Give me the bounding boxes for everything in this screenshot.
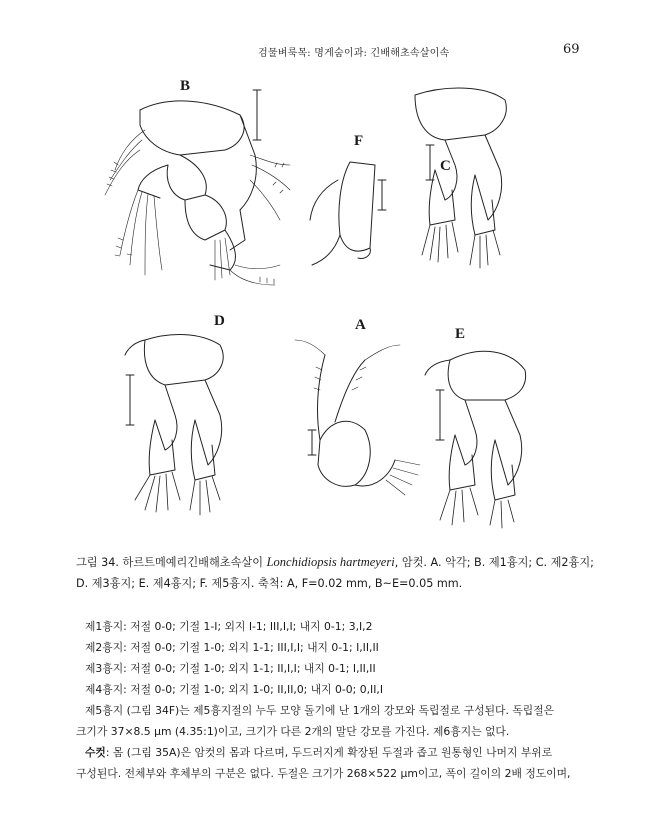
panel-label-c: C [440,158,451,174]
caption-species: Lonchidiopsis hartmeyeri [266,555,395,569]
male-paragraph-line-2: 구성된다. 전체부와 후체부의 구분은 없다. 두절은 크기가 268×522 μm이고, 폭이 길이의 2배 정도이며, [76,767,571,780]
panel-label-e: E [455,326,466,342]
drawing-panel-b [105,90,290,285]
p5-paragraph-line-1: 제5흉지 (그림 34F)는 제5흉지절의 누두 모양 돌기에 난 1개의 강모와 독립절로 구성된다. 독립절은 [85,704,555,717]
drawing-panel-a [295,340,420,495]
panel-label-f: F [354,133,364,149]
drawing-panel-e [425,351,526,528]
specimen-drawings [90,70,570,540]
panel-label-d: D [214,313,225,329]
page-number: 69 [563,42,580,57]
caption-prefix: 그림 34. 하르트메예리긴배해초속살이 [76,556,267,569]
leg-formula-2: 제2흉지: 저절 0-0; 기절 1-0; 외지 1-1; III,I,I; 내지 0-1; I,II,II [85,641,379,654]
figure-caption [76,552,594,594]
male-paragraph-line-1 [76,742,576,763]
leg-formula-1: 제1흉지: 저절 0-0; 기절 1-I; 외지 I-1; III,I,I; 내지 0-1; 3,I,2 [85,620,373,633]
panel-label-b: B [180,78,191,94]
running-header [0,44,652,60]
panel-label-a: A [355,317,366,333]
running-title: 검물벼룩목: 명게숨이과: 긴배해초속살이속 [258,48,450,59]
caption-line1-rest: , 암컷. A. 악각; B. 제1흉지; C. 제2흉지; [394,556,594,569]
caption-line-2: D. 제3흉지; E. 제4흉지; F. 제5흉지. 축척: A, F=0.02 mm, B~E=0.05 mm. [76,577,463,590]
body-text [76,616,576,784]
leg-formula-3: 제3흉지: 저절 0-0; 기절 1-0; 외지 1-1; II,I,I; 내지 0-1; I,II,II [85,662,376,675]
drawing-panel-d [125,335,223,515]
figure-plate [90,70,570,540]
caption-line-1 [76,552,594,573]
p5-paragraph-line-2: 크기가 37×8.5 μm (4.35:1)이고, 크기가 다른 2개의 말단 강모를 가진다. 제6흉지는 없다. [76,725,510,738]
leg-formula-4: 제4흉지: 저절 0-0; 기절 1-0; 외지 1-0; II,II,0; 내지 0-0; 0,II,I [85,683,384,696]
male-line1-rest: : 몸 (그림 35A)은 암컷의 몸과 다르며, 두드러지게 확장된 두절과 좁고 원통형인 나머지 부위로 [105,746,553,759]
male-label: 수컷 [85,746,106,759]
drawing-panel-f [310,162,386,265]
drawing-panel-c [415,88,506,268]
